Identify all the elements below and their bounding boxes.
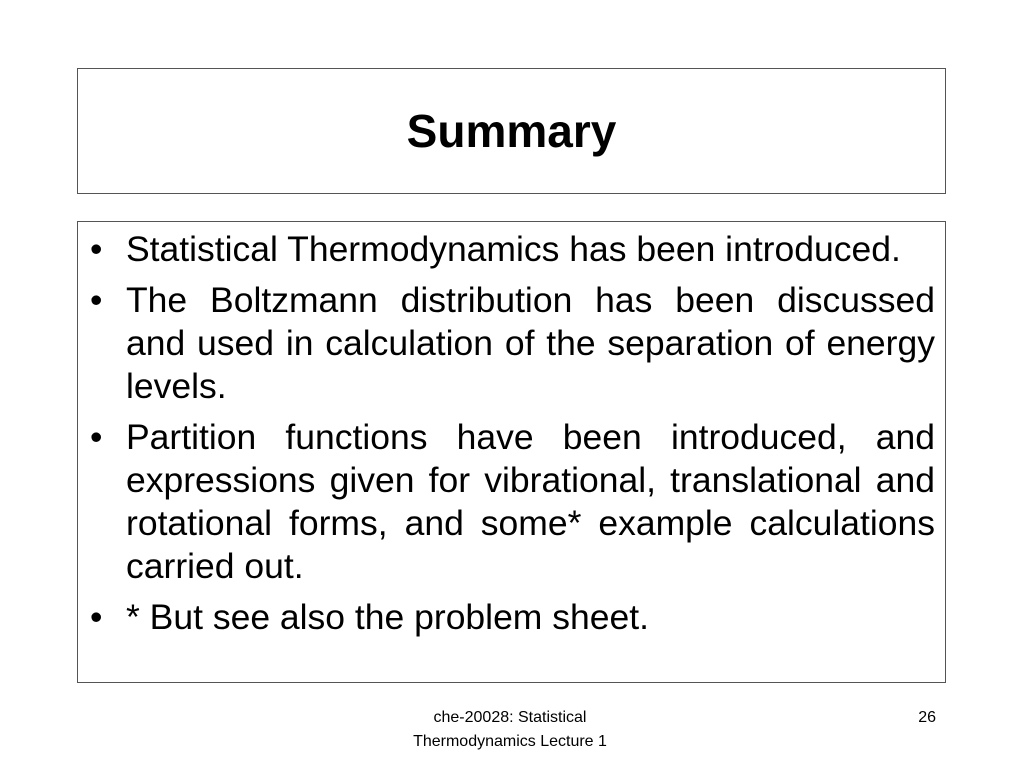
footer-course-line2: Thermodynamics Lecture 1 (413, 733, 607, 750)
list-item (88, 416, 935, 588)
bullet-icon: • (90, 597, 103, 637)
title-box (77, 68, 946, 194)
bullet-text: * But see also the problem sheet. (126, 597, 649, 637)
footer-course (340, 706, 680, 754)
bullet-icon: • (90, 280, 103, 320)
slide-title: Summary (406, 105, 617, 157)
bullet-icon: • (90, 229, 103, 269)
bullet-text: The Boltzmann distribution has been discussed and used in calculation of the separation of energy levels. (126, 280, 935, 406)
footer-course-line1: che-20028: Statistical (433, 709, 587, 726)
bullet-text: Partition functions have been introduced, and expressions given for vibrational, translational and rotational forms, and some* example calculations carried out. (126, 417, 935, 586)
bullet-text: Statistical Thermodynamics has been introduced. (126, 229, 901, 269)
bullet-list (88, 228, 935, 639)
list-item (88, 596, 935, 639)
list-item (88, 279, 935, 408)
bullet-icon: • (90, 417, 103, 457)
list-item (88, 228, 935, 271)
page-number: 26 (918, 709, 936, 726)
content-box (77, 221, 946, 683)
